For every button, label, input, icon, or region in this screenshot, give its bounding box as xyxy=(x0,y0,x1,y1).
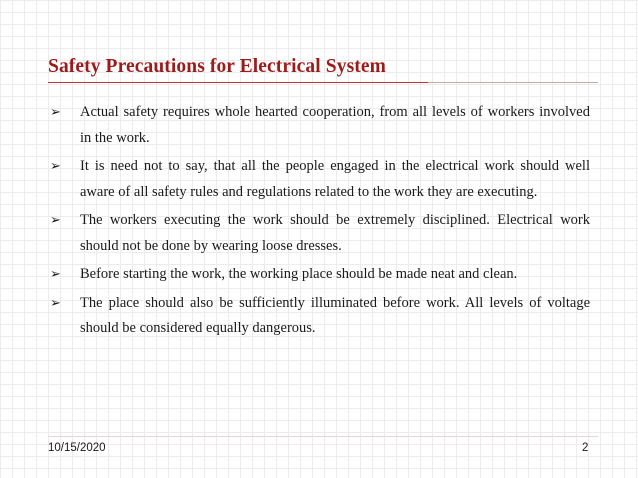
bullet-item xyxy=(50,262,590,288)
bullet-text: It is need not to say, that all the people engaged in the electrical work should well aware of all safety rules and regulations related to the work they are executing. xyxy=(80,158,590,200)
arrow-bullet-icon: ➢ xyxy=(50,159,61,174)
title-divider-accent xyxy=(48,82,428,83)
arrow-bullet-icon: ➢ xyxy=(50,295,61,311)
bullet-text: Actual safety requires whole hearted cooperation, from all levels of workers involved in the work. xyxy=(80,104,590,146)
arrow-bullet-icon: ➢ xyxy=(50,267,61,282)
bullet-text: Before starting the work, the working place should be made neat and clean. xyxy=(80,266,518,282)
bullet-text: The place should also be sufficiently illuminated before work. All levels of voltage should be considered equally dangerous. xyxy=(80,294,590,336)
bullet-item xyxy=(50,100,590,151)
page-number: 2 xyxy=(582,442,589,454)
bullet-item xyxy=(50,208,590,259)
bullet-list xyxy=(50,100,590,345)
bullet-item xyxy=(50,291,590,342)
footer-date: 10/15/2020 xyxy=(48,442,106,454)
bullet-item xyxy=(50,154,590,205)
arrow-bullet-icon: ➢ xyxy=(50,105,61,120)
footer-divider xyxy=(48,436,598,437)
arrow-bullet-icon: ➢ xyxy=(50,213,61,228)
slide-title: Safety Precautions for Electrical System xyxy=(48,56,386,77)
bullet-text: The workers executing the work should be extremely disciplined. Electrical work should not be done by wearing loose dresses. xyxy=(80,212,590,254)
